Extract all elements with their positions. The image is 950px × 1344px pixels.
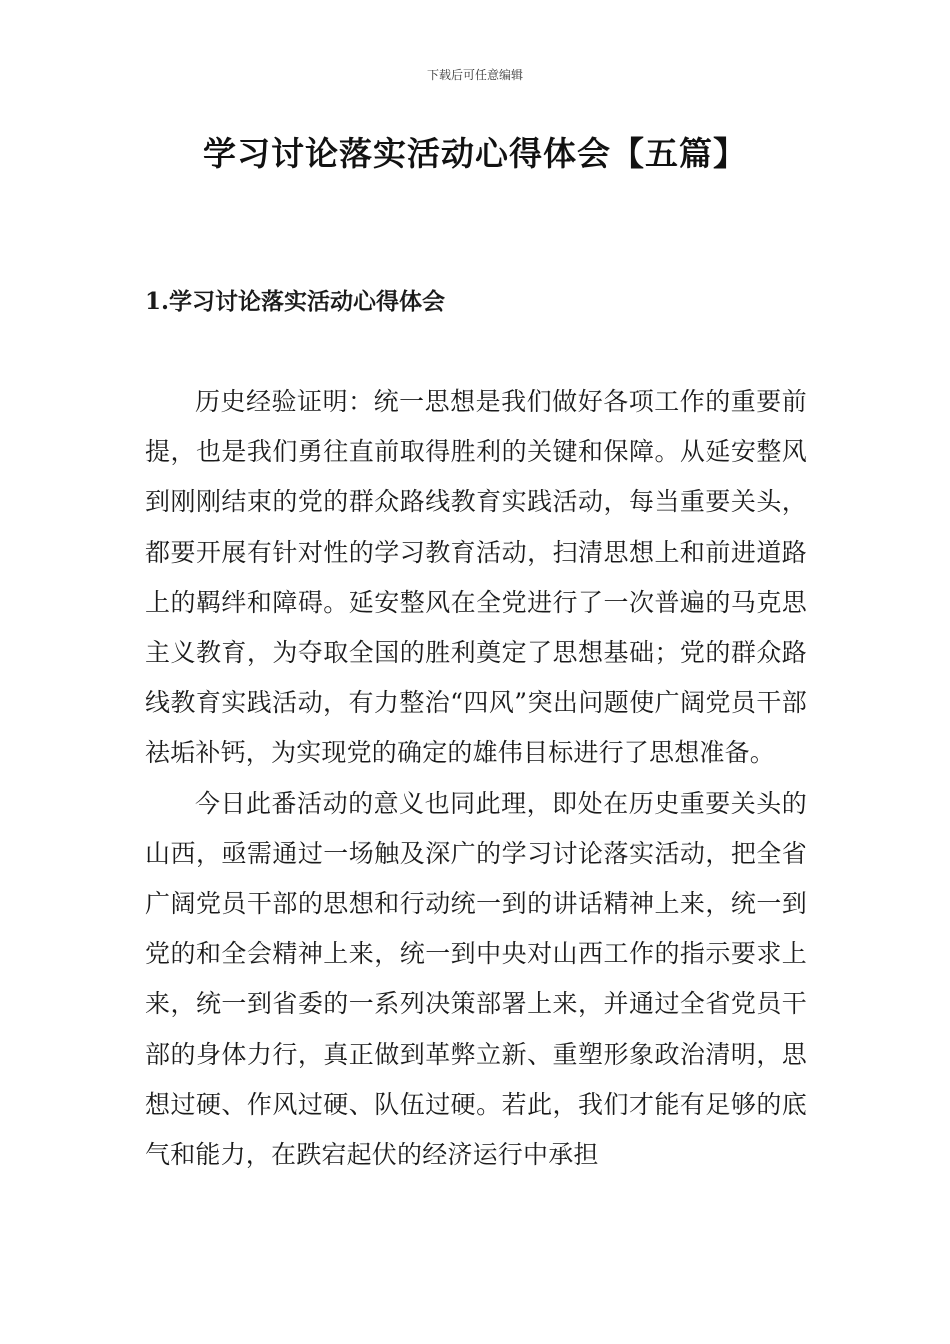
paragraph-2: 今日此番活动的意义也同此理，即处在历史重要关头的山西，亟需通过一场触及深广的学习讨论落实活动，把全省广阔党员干部的思想和行动统一到的讲话精神上来，统一到党的和全会精神上来，统一到中央对山西工作的指示要求上来，统一到省委的一系列决策部署上来，并通过全省党员干部的身体力行，真正做到革弊立新、重塑形象政治清明，思想过硬、作风过硬、队伍过硬。若此，我们才能有足够的底气和能力，在跌宕起伏的经济运行中承担 [145,788,807,1170]
document-title: 学习讨论落实活动心得体会【五篇】 [203,134,747,173]
body-text [145,377,807,1180]
paragraph-1: 历史经验证明：统一思想是我们做好各项工作的重要前提，也是我们勇往直前取得胜利的关键和保障。从延安整风到刚刚结束的党的群众路线教育实践活动，每当重要关头，都要开展有针对性的学习教育活动，扫清思想上和前进道路上的羁绊和障碍。延安整风在全党进行了一次普遍的马克思主义教育，为夺取全国的胜利奠定了思想基础；党的群众路线教育实践活动，有力整治“四风”突出问题使广阔党员干部祛垢补钙，为实现党的确定的雄伟目标进行了思想准备。 [145,387,807,768]
section-heading: 1.学习讨论落实活动心得体会 [145,288,446,315]
header-note: 下载后可任意编辑 [426,68,523,82]
